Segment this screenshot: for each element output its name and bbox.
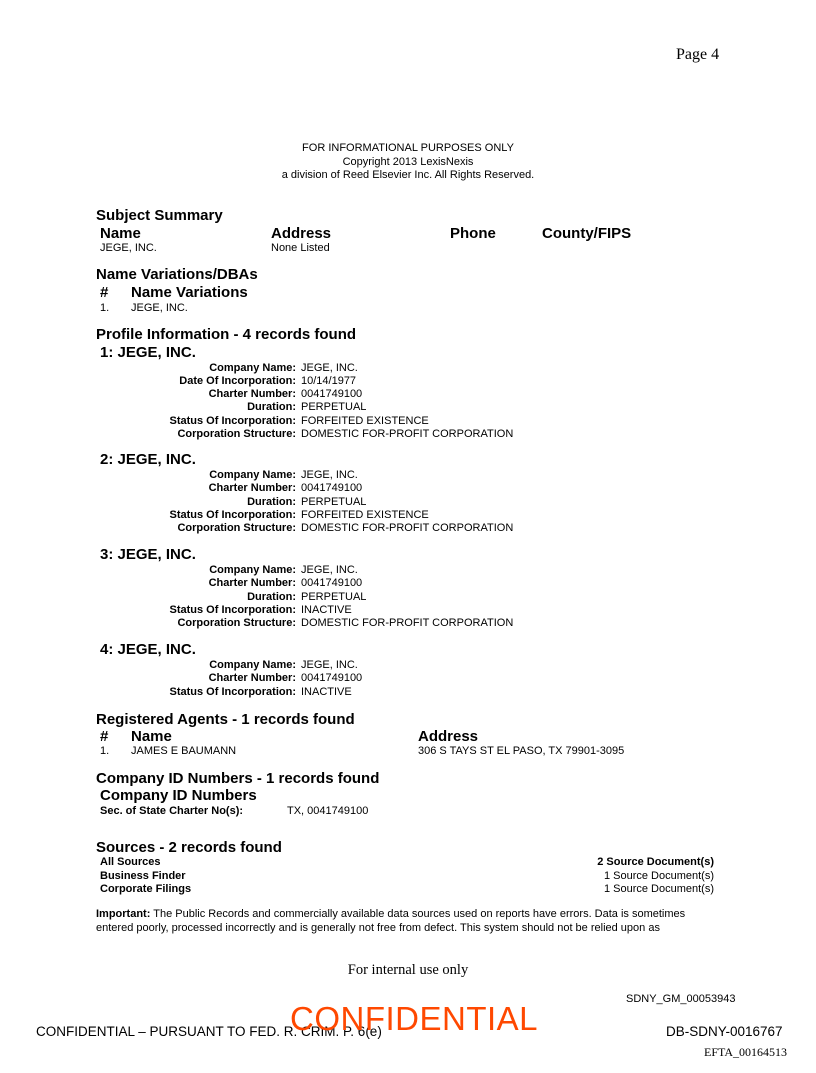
label-company-name: Company Name: xyxy=(209,564,296,576)
sdny-gm-number: SDNY_GM_00053943 xyxy=(626,993,736,1005)
name-variation-num: 1. xyxy=(100,302,110,314)
value-charter-number: 0041749100 xyxy=(301,482,363,494)
company-id-label: Sec. of State Charter No(s): xyxy=(100,805,244,817)
registered-agents-heading: Registered Agents - 1 records found xyxy=(96,711,355,728)
value-duration: PERPETUAL xyxy=(301,591,367,603)
agents-col-address: Address xyxy=(418,728,479,745)
db-sdny-number: DB-SDNY-0016767 xyxy=(666,1024,783,1039)
label-duration: Duration: xyxy=(247,591,296,603)
value-structure: DOMESTIC FOR-PROFIT CORPORATION xyxy=(301,522,514,534)
source-row xyxy=(100,856,714,869)
internal-use-note: For internal use only xyxy=(347,962,469,978)
company-ids-heading: Company ID Numbers - 1 records found xyxy=(96,770,380,787)
value-charter-number: 0041749100 xyxy=(301,577,363,589)
value-duration: PERPETUAL xyxy=(301,496,367,508)
label-company-name: Company Name: xyxy=(209,659,296,671)
value-status: FORFEITED EXISTENCE xyxy=(301,415,429,427)
name-variations-heading: Name Variations/DBAs xyxy=(96,266,258,283)
subject-col-phone: Phone xyxy=(450,225,496,242)
profile-heading: Profile Information - 4 records found xyxy=(96,326,357,343)
agents-col-num: # xyxy=(100,728,109,745)
company-id-value: TX, 0041749100 xyxy=(287,805,369,817)
value-date-incorporation: 10/14/1977 xyxy=(301,375,357,387)
label-structure: Corporation Structure: xyxy=(177,428,296,440)
company-ids-subheading: Company ID Numbers xyxy=(100,787,257,804)
page-number: Page 4 xyxy=(676,46,720,63)
label-duration: Duration: xyxy=(247,496,296,508)
agent-address: 306 S TAYS ST EL PASO, TX 79901-3095 xyxy=(418,745,625,757)
disclaimer-line: FOR INFORMATIONAL PURPOSES ONLY xyxy=(302,142,514,154)
efta-number: EFTA_00164513 xyxy=(704,1045,788,1059)
value-structure: DOMESTIC FOR-PROFIT CORPORATION xyxy=(301,428,514,440)
label-charter-number: Charter Number: xyxy=(208,482,296,494)
label-status: Status Of Incorporation: xyxy=(169,686,296,698)
confidential-stamp: CONFIDENTIAL xyxy=(290,1000,539,1037)
label-status: Status Of Incorporation: xyxy=(169,509,296,521)
disclaimer-line: a division of Reed Elsevier Inc. All Rights Reserved. xyxy=(281,169,535,181)
label-company-name: Company Name: xyxy=(209,469,296,481)
subject-col-county: County/FIPS xyxy=(542,225,632,242)
label-company-name: Company Name: xyxy=(209,362,296,374)
source-row xyxy=(100,883,714,896)
source-count: 2 Source Document(s) xyxy=(597,856,714,868)
disclaimer-line: Copyright 2013 LexisNexis xyxy=(342,155,474,168)
value-company-name: JEGE, INC. xyxy=(301,659,358,671)
source-count: 1 Source Document(s) xyxy=(603,883,714,895)
profile-record-title: 1: JEGE, INC. xyxy=(100,344,196,361)
value-status: INACTIVE xyxy=(301,686,352,698)
value-structure: DOMESTIC FOR-PROFIT CORPORATION xyxy=(301,617,514,629)
name-variation-value: JEGE, INC. xyxy=(131,302,188,314)
label-charter-number: Charter Number: xyxy=(208,577,296,589)
label-status: Status Of Incorporation: xyxy=(169,415,296,427)
source-count: 1 Source Document(s) xyxy=(603,870,714,882)
value-company-name: JEGE, INC. xyxy=(301,564,358,576)
profile-record-title: 4: JEGE, INC. xyxy=(100,641,196,658)
important-label: Important: xyxy=(96,908,151,920)
name-variations-col-num: # xyxy=(100,284,109,301)
subject-name: JEGE, INC. xyxy=(100,242,157,254)
label-duration: Duration: xyxy=(247,401,296,413)
label-status: Status Of Incorporation: xyxy=(169,604,296,616)
source-name: All Sources xyxy=(100,856,161,868)
profile-record-title: 2: JEGE, INC. xyxy=(100,451,196,468)
value-company-name: JEGE, INC. xyxy=(301,469,358,481)
name-variations-col-name: Name Variations xyxy=(131,284,248,301)
source-name: Corporate Filings xyxy=(100,883,192,895)
agents-col-name: Name xyxy=(131,728,172,745)
label-date-incorporation: Date Of Incorporation: xyxy=(179,375,296,387)
subject-summary-heading: Subject Summary xyxy=(96,207,223,224)
disclaimer xyxy=(0,142,816,183)
important-line xyxy=(96,907,736,921)
subject-col-address: Address xyxy=(271,225,332,242)
source-row xyxy=(100,870,714,883)
value-charter-number: 0041749100 xyxy=(301,672,363,684)
label-structure: Corporation Structure: xyxy=(177,522,296,534)
important-line: entered poorly, processed incorrectly and is generally not free from defect. This system should not be relied upon as xyxy=(96,922,660,934)
source-name: Business Finder xyxy=(100,870,186,882)
subject-address: None Listed xyxy=(271,242,330,254)
label-structure: Corporation Structure: xyxy=(177,617,296,629)
value-company-name: JEGE, INC. xyxy=(301,362,358,374)
value-duration: PERPETUAL xyxy=(301,401,367,413)
confidential-notice: CONFIDENTIAL – PURSUANT TO FED. R. CRIM. P. 6(e) xyxy=(36,1024,382,1039)
label-charter-number: Charter Number: xyxy=(208,672,296,684)
agent-num: 1. xyxy=(100,745,110,757)
value-status: INACTIVE xyxy=(301,604,352,616)
important-note xyxy=(96,907,736,935)
sources-heading: Sources - 2 records found xyxy=(96,839,282,856)
subject-col-name: Name xyxy=(100,225,141,242)
label-charter-number: Charter Number: xyxy=(208,388,296,400)
profile-record-title: 3: JEGE, INC. xyxy=(100,546,196,563)
agent-name: JAMES E BAUMANN xyxy=(131,745,237,757)
value-status: FORFEITED EXISTENCE xyxy=(301,509,429,521)
important-text: The Public Records and commercially available data sources used on reports have errors. Data is sometimes xyxy=(150,908,686,920)
value-charter-number: 0041749100 xyxy=(301,388,363,400)
